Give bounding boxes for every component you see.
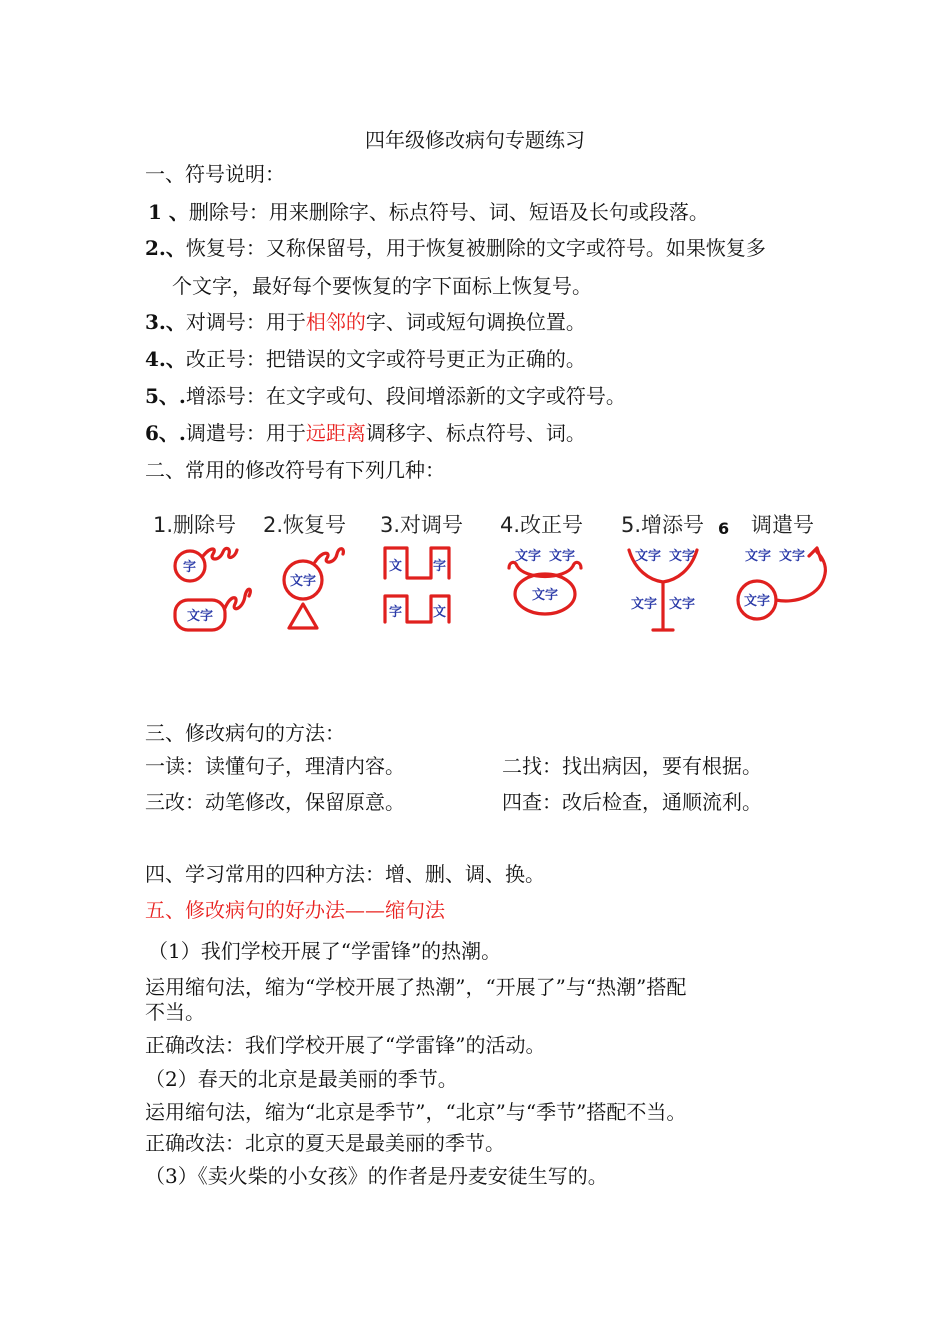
symbol-item-move: 6、.调遣号：用于远距离调移字、标点符号、词。 [145, 421, 586, 445]
example-2-fix: 正确改法：北京的夏天是最美丽的季节。 [145, 1131, 505, 1155]
section2-heading: 二、常用的修改符号有下列几种： [145, 458, 445, 482]
symbol-item-delete: 1 、删除号：用来删除字、标点符号、词、短语及长句或段落。 [148, 200, 709, 224]
svg-text:文: 文 [389, 559, 403, 574]
svg-text:文字: 文字 [744, 594, 771, 609]
svg-text:文字: 文字 [635, 549, 662, 564]
restore-mark-icon [263, 513, 346, 628]
svg-text:文字: 文字 [669, 549, 696, 564]
section3-heading: 三、修改病句的方法： [145, 721, 345, 745]
symbol-item-correct: 4.、改正号：把错误的文字或符号更正为正确的。 [145, 347, 586, 371]
method-step-fix: 三改：动笔修改，保留原意。 [145, 790, 405, 814]
section4-heading: 四、学习常用的四种方法：增、删、调、换。 [145, 862, 545, 886]
svg-text:文字: 文字 [549, 549, 576, 564]
symbol-item-swap: 3.、对调号：用于相邻的字、词或短句调换位置。 [145, 310, 586, 334]
svg-text:字: 字 [183, 560, 197, 575]
svg-text:文字: 文字 [532, 588, 559, 603]
svg-text:文字: 文字 [187, 609, 214, 624]
method-step-check: 四查：改后检查，通顺流利。 [502, 790, 762, 814]
symbol-item-restore: 2.、恢复号：又称保留号，用于恢复被删除的文字或符号。如果恢复多 [145, 236, 766, 260]
svg-text:文: 文 [433, 605, 447, 620]
svg-text:1.删除号: 1.删除号 [153, 513, 237, 537]
move-mark-icon [718, 513, 825, 619]
svg-text:3.对调号: 3.对调号 [380, 513, 464, 537]
section1-heading: 一、符号说明： [145, 162, 285, 186]
method-step-find: 二找：找出病因，要有根据。 [502, 754, 762, 778]
example-1-analysis: 运用缩句法，缩为“学校开展了热潮”，“开展了”与“热潮”搭配 [145, 975, 687, 999]
svg-text:字: 字 [389, 605, 403, 620]
svg-text:6: 6 [718, 519, 730, 538]
swap-mark-icon [380, 513, 463, 622]
example-1-analysis-cont: 不当。 [145, 1000, 205, 1024]
insert-mark-icon [621, 513, 704, 630]
svg-text:2.恢复号: 2.恢复号 [263, 513, 347, 537]
svg-text:文字: 文字 [669, 597, 696, 612]
page-title: 四年级修改病句专题练习 [365, 128, 585, 152]
section5-heading: 五、修改病句的好办法——缩句法 [145, 898, 445, 922]
symbol-item-restore-cont: 个文字，最好每个要恢复的字下面标上恢复号。 [172, 274, 592, 298]
svg-text:文字: 文字 [745, 549, 772, 564]
method-step-read: 一读：读懂句子，理清内容。 [145, 754, 405, 778]
svg-text:调遣号: 调遣号 [751, 513, 814, 537]
example-1-fix: 正确改法：我们学校开展了“学雷锋”的活动。 [145, 1033, 546, 1057]
svg-text:文字: 文字 [779, 549, 806, 564]
delete-mark-icon [153, 513, 250, 630]
example-3: （3）《卖火柴的小女孩》的作者是丹麦安徒生写的。 [145, 1164, 608, 1188]
svg-text:文字: 文字 [290, 574, 317, 589]
correct-mark-icon [500, 513, 583, 614]
symbol-item-insert: 5、.增添号：在文字或句、段间增添新的文字或符号。 [145, 384, 626, 408]
example-2: （2）春天的北京是最美丽的季节。 [145, 1067, 458, 1091]
example-2-analysis: 运用缩句法，缩为“北京是季节”，“北京”与“季节”搭配不当。 [145, 1100, 687, 1124]
svg-text:4.改正号: 4.改正号 [500, 513, 584, 537]
proofreading-symbols-figure [145, 500, 835, 645]
example-1: （1）我们学校开展了“学雷锋”的热潮。 [148, 939, 502, 963]
svg-text:文字: 文字 [631, 597, 658, 612]
svg-text:5.增添号: 5.增添号 [621, 513, 705, 537]
svg-text:文字: 文字 [515, 549, 542, 564]
svg-text:字: 字 [433, 559, 447, 574]
